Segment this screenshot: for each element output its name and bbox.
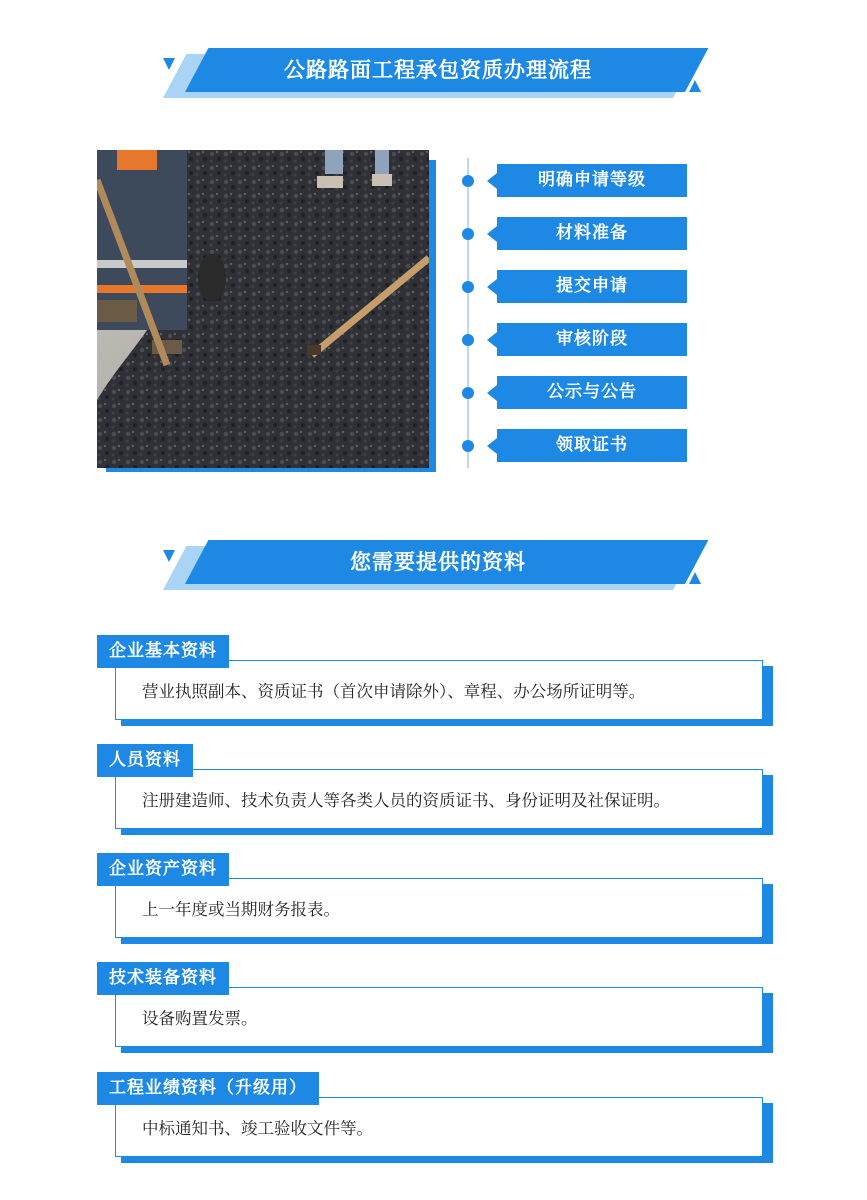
step-arrow bbox=[487, 385, 497, 401]
section-banner-materials bbox=[163, 540, 701, 590]
material-box bbox=[115, 987, 763, 1047]
material-text: 设备购置发票。 bbox=[142, 1009, 258, 1028]
section-title: 公路路面工程承包资质办理流程 bbox=[284, 58, 592, 82]
material-box bbox=[115, 878, 763, 938]
step-arrow bbox=[487, 332, 497, 348]
step-dot bbox=[462, 387, 474, 399]
step-arrow bbox=[487, 438, 497, 454]
step-dot bbox=[462, 281, 474, 293]
road-paving-photo bbox=[97, 150, 429, 468]
material-box bbox=[115, 660, 763, 720]
section-banner-process bbox=[163, 48, 701, 98]
material-tag: 工程业绩资料（升级用） bbox=[97, 1072, 319, 1105]
material-box bbox=[115, 769, 763, 829]
material-tag: 企业基本资料 bbox=[97, 635, 229, 668]
material-text: 注册建造师、技术负责人等各类人员的资质证书、身份证明及社保证明。 bbox=[142, 791, 670, 810]
step-dot bbox=[462, 228, 474, 240]
step-item: 提交申请 bbox=[497, 270, 687, 303]
step-item: 公示与公告 bbox=[497, 376, 687, 409]
step-item: 明确申请等级 bbox=[497, 164, 687, 197]
step-item: 材料准备 bbox=[497, 217, 687, 250]
step-dot bbox=[462, 440, 474, 452]
material-tag: 技术装备资料 bbox=[97, 962, 229, 995]
step-item: 审核阶段 bbox=[497, 323, 687, 356]
material-box bbox=[115, 1097, 763, 1157]
banner-decor-triangle bbox=[689, 572, 701, 584]
step-dot bbox=[462, 334, 474, 346]
material-text: 中标通知书、竣工验收文件等。 bbox=[142, 1119, 373, 1138]
material-tag: 企业资产资料 bbox=[97, 853, 229, 886]
timeline-line bbox=[467, 158, 469, 468]
step-arrow bbox=[487, 173, 497, 189]
material-text: 上一年度或当期财务报表。 bbox=[142, 900, 340, 919]
material-text: 营业执照副本、资质证书（首次申请除外）、章程、办公场所证明等。 bbox=[142, 682, 646, 701]
banner-decor-triangle bbox=[689, 80, 701, 92]
step-arrow bbox=[487, 226, 497, 242]
step-item: 领取证书 bbox=[497, 429, 687, 462]
section-title: 您需要提供的资料 bbox=[350, 550, 526, 574]
step-arrow bbox=[487, 279, 497, 295]
material-tag: 人员资料 bbox=[97, 744, 193, 777]
step-dot bbox=[462, 175, 474, 187]
